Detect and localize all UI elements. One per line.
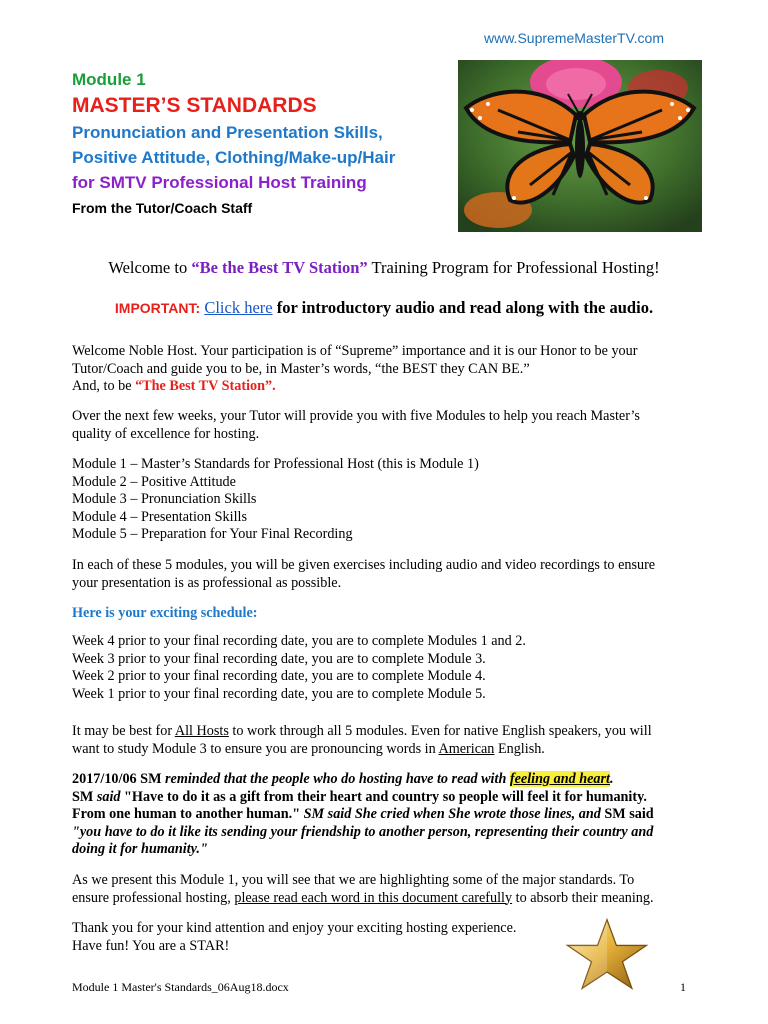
text-span: want to study Module 3 to ensure you are pronouncing words in: [72, 740, 439, 757]
feeling-and-heart-highlight: feeling and heart: [509, 771, 610, 787]
text-span: to absorb their meaning.: [512, 889, 654, 906]
exercises-paragraph: [72, 557, 702, 592]
list-item: Week 3 prior to your final recording date, you are to complete Module 3.: [72, 650, 486, 667]
site-url-link[interactable]: www.SupremeMasterTV.com: [484, 30, 664, 46]
list-item: Module 4 – Presentation Skills: [72, 508, 247, 525]
text-span: Have fun! You are a STAR!: [72, 937, 230, 954]
subtitle-line-2: Positive Attitude, Clothing/Make-up/Hair: [72, 148, 396, 167]
all-hosts-paragraph: [72, 723, 702, 758]
text-span: SM said She cried when She wrote those lines, and: [300, 806, 605, 822]
schedule-list: [72, 633, 702, 703]
exercises-line-2: your presentation is as professional as possible.: [72, 574, 342, 591]
text-span: ensure professional hosting,: [72, 889, 235, 906]
subtitle-line-1: Pronunciation and Presentation Skills,: [72, 123, 383, 142]
text-span: Thank you for your kind attention and enjoy your exciting hosting experience.: [72, 920, 517, 936]
text-span: said: [93, 788, 121, 805]
important-line: [0, 298, 768, 318]
butterfly-image: [458, 60, 702, 232]
text-span: "you have to do it like its sending your friendship to another person, representing their country and: [72, 823, 654, 840]
module-label: Module 1: [72, 70, 146, 89]
quote-date: 2017/10/06 SM: [72, 771, 162, 787]
list-item: Module 2 – Positive Attitude: [72, 473, 236, 490]
text-span: "Have to do it as a gift from their heart and country so people will feel it for humanity.: [120, 788, 647, 805]
welcome-line: [0, 258, 768, 278]
intro-paragraph: [72, 343, 702, 396]
overview-line-1: Over the next few weeks, your Tutor will provide you with five Modules to help you reach Master’s: [72, 408, 640, 424]
welcome-suffix: Training Program for Professional Hosting!: [367, 258, 660, 277]
text-span: As we present this Module 1, you will see that we are highlighting some of the major standards. To: [72, 872, 635, 888]
american-underlined: American: [438, 740, 495, 757]
overview-line-2: quality of excellence for hosting.: [72, 425, 260, 442]
list-item: Module 5 – Preparation for Your Final Recording: [72, 526, 353, 542]
page-number: 1: [680, 980, 686, 994]
subtitle-line-3: for SMTV Professional Host Training: [72, 173, 367, 192]
intro-line-3-prefix: And, to be: [72, 378, 136, 394]
important-rest: for introductory audio and read along with the audio.: [276, 298, 654, 317]
click-here-link[interactable]: Click here: [204, 298, 273, 317]
closing-paragraph: [72, 920, 562, 955]
list-item: Week 1 prior to your final recording date, you are to complete Module 5.: [72, 685, 486, 702]
welcome-prefix: Welcome to: [108, 258, 192, 277]
read-carefully-underlined: please read each word in this document carefully: [234, 889, 513, 906]
list-item: Module 1 – Master’s Standards for Professional Host (this is Module 1): [72, 456, 479, 472]
footer-filename: Module 1 Master's Standards_06Aug18.docx: [72, 980, 289, 994]
from-tutor-staff: From the Tutor/Coach Staff: [72, 200, 253, 216]
text-span: to work through all 5 modules. Even for native English speakers, you will: [228, 723, 652, 739]
list-item: Module 3 – Pronunciation Skills: [72, 491, 257, 507]
exercises-line-1: In each of these 5 modules, you will be given exercises including audio and video recordings to ensure: [72, 557, 656, 573]
program-name: “Be the Best TV Station”: [191, 258, 368, 277]
sm-quote-paragraph: [72, 771, 702, 859]
intro-line-2: Tutor/Coach and guide you to be, in Master’s words, “the BEST they CAN BE.”: [72, 360, 530, 377]
schedule-heading: Here is your exciting schedule:: [72, 605, 258, 621]
intro-line-1: Welcome Noble Host. Your participation is of “Supreme” importance and it is our Honor to be your: [72, 343, 638, 359]
all-hosts-underlined: All Hosts: [174, 723, 229, 739]
text-span: SM: [72, 788, 94, 805]
modules-list: [72, 456, 702, 544]
page-title: MASTER’S STANDARDS: [72, 94, 317, 117]
text-span: English.: [494, 740, 545, 757]
present-paragraph: [72, 872, 702, 907]
text-span: doing it for humanity.": [72, 841, 208, 857]
text-span: It may be best for: [72, 723, 175, 739]
text-span: reminded that the people who do hosting have to read with: [161, 771, 510, 787]
list-item: Week 4 prior to your final recording date, you are to complete Modules 1 and 2.: [72, 633, 526, 649]
text-span: From one human to another human.": [72, 806, 301, 822]
overview-paragraph: [72, 408, 702, 443]
text-span: SM said: [604, 806, 654, 822]
list-item: Week 2 prior to your final recording date, you are to complete Module 4.: [72, 668, 486, 684]
gold-star-icon: [564, 918, 650, 990]
best-tv-station: “The Best TV Station”.: [135, 378, 276, 394]
text-span: .: [610, 771, 614, 787]
important-label: IMPORTANT:: [114, 300, 201, 316]
